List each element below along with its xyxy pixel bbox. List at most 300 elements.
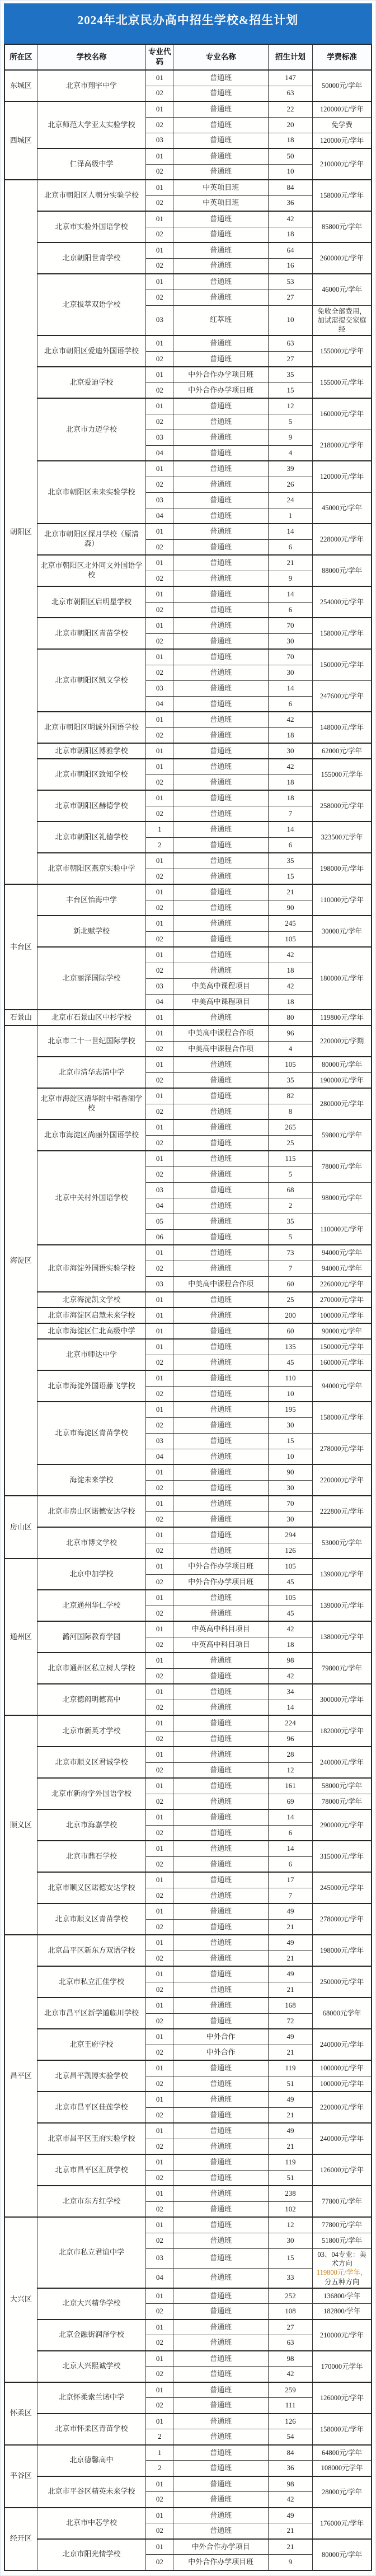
header-program-name: 专业名称	[173, 44, 269, 70]
tuition-fee-cell	[313, 70, 372, 101]
program-code-cell: 02	[146, 633, 173, 649]
program-code-cell: 01	[146, 884, 173, 900]
program-code-cell: 01	[146, 242, 173, 258]
enrollment-plan-cell: 54	[268, 2429, 312, 2445]
enrollment-plan-cell: 6	[268, 539, 312, 555]
program-name-cell: 普通班	[173, 2508, 269, 2523]
program-code-cell: 02	[146, 1355, 173, 1370]
enrollment-plan-cell: 14	[268, 1841, 312, 1856]
tuition-fee-text: 77800元/学年	[321, 2197, 363, 2206]
tuition-fee-cell	[313, 1653, 372, 1684]
enrollment-plan-cell: 49	[268, 2092, 312, 2107]
tuition-fee-text: 46000元/学年	[321, 286, 363, 294]
program-code-cell: 01	[146, 335, 173, 351]
program-name-cell: 普通班	[173, 258, 269, 274]
tuition-fee-text: 250000元/学年	[319, 1978, 364, 1986]
school-name-cell: 北京师范大学亚太实验学校	[37, 101, 146, 148]
tuition-fee-text: 150000元/学年	[319, 1343, 364, 1351]
program-name-cell: 普通班	[173, 1653, 269, 1668]
program-name-cell: 普通班	[173, 1966, 269, 1982]
program-code-cell: 2	[146, 837, 173, 853]
enrollment-plan-cell: 21	[268, 2539, 312, 2555]
program-name-cell: 普通班	[173, 1919, 269, 1935]
tuition-fee-text: 300000元/学年	[319, 1696, 364, 1704]
table-row	[4, 2414, 372, 2429]
school-name-cell: 北京市朝阳区致知学校	[37, 759, 146, 790]
district-cell: 东城区	[4, 70, 37, 101]
program-code-cell: 02	[146, 1511, 173, 1527]
enrollment-plan-cell: 8	[268, 1104, 312, 1119]
school-name-cell: 北京市海淀外国语实验学校	[37, 1245, 146, 1292]
school-name-cell: 丰台区怡海中学	[37, 884, 146, 916]
tuition-fee-text: 30000元/学年	[321, 927, 363, 936]
tuition-fee-text: 240000元/学年	[319, 1758, 364, 1767]
program-code-cell: 02	[146, 1982, 173, 1998]
tuition-fee-text: 155000元/学年	[319, 379, 364, 387]
program-code-cell: 01	[146, 461, 173, 477]
tuition-fee-cell	[313, 1590, 372, 1621]
tuition-fee-cell	[313, 1778, 372, 1794]
program-code-cell: 01	[146, 743, 173, 759]
program-code-cell: 05	[146, 1214, 173, 1229]
tuition-fee-text: 139000元/学年	[319, 1570, 364, 1579]
school-name-cell: 北京拔萃双语学校	[37, 274, 146, 335]
enrollment-plan-cell: 53	[268, 274, 312, 290]
program-code-cell: 02	[146, 774, 173, 790]
school-name-cell: 北京市翔宇中学	[37, 70, 146, 101]
tuition-fee-text: 126000元/学年	[319, 2166, 364, 2174]
enrollment-plan-cell: 84	[268, 180, 312, 195]
table-row	[4, 1778, 372, 1794]
program-name-cell: 中英项目班	[173, 195, 269, 211]
program-name-cell: 普通班	[173, 2492, 269, 2508]
district-cell: 朝阳区	[4, 180, 37, 884]
program-code-cell: 02	[146, 2335, 173, 2351]
program-name-cell: 普通班	[173, 806, 269, 822]
enrollment-plan-cell: 126	[268, 2414, 312, 2429]
enrollment-plan-cell: 98	[268, 2351, 312, 2367]
enrollment-plan-cell: 17	[268, 1872, 312, 1888]
enrollment-plan-cell: 98	[268, 2476, 312, 2492]
tuition-fee-cell	[313, 2382, 372, 2414]
tuition-fee-text: 278000元/学年	[319, 1915, 364, 1924]
program-name-cell: 普通班	[173, 2288, 269, 2304]
header-school-name: 学校名称	[37, 44, 146, 70]
program-code-cell: 01	[146, 1496, 173, 1511]
tuition-fee-text: 220000元/学年	[319, 2103, 364, 2112]
table-row	[4, 1292, 372, 1308]
tuition-fee-cell	[313, 1370, 372, 1402]
enrollment-plan-cell: 49	[268, 1903, 312, 1919]
tuition-fee-text: 138000元/学年	[319, 1633, 364, 1641]
tuition-fee-cell	[313, 1323, 372, 1339]
program-name-cell: 中美高中课程合作项	[173, 1276, 269, 1292]
program-code-cell: 03	[146, 978, 173, 994]
program-code-cell: 02	[146, 1261, 173, 1276]
table-row	[4, 2476, 372, 2492]
table-row	[4, 2092, 372, 2107]
tuition-fee-cell	[313, 743, 372, 759]
enrollment-plan-cell: 27	[268, 2320, 312, 2335]
district-cell: 顺义区	[4, 1715, 37, 1935]
tuition-fee-cell	[313, 2092, 372, 2123]
program-name-cell: 普通班	[173, 571, 269, 586]
enrollment-plan-cell: 111	[268, 2398, 312, 2414]
tuition-fee-cell	[313, 1276, 372, 1292]
enrollment-plan-cell: 6	[268, 696, 312, 712]
school-name-cell: 北京市朝阳区爱迪外国语学校	[37, 335, 146, 367]
enrollment-plan-cell: 10	[268, 1449, 312, 1464]
district-cell: 通州区	[4, 1558, 37, 1715]
table-row	[4, 1308, 372, 1323]
enrollment-plan-cell: 45	[268, 1355, 312, 1370]
school-name-cell: 北京通州华仁学校	[37, 1590, 146, 1621]
tuition-fee-text: 100000元/学年	[319, 2064, 364, 2073]
tuition-fee-text: 280000元/学年	[319, 1100, 364, 1108]
program-name-cell: 普通班	[173, 712, 269, 727]
table-row	[4, 2123, 372, 2139]
school-name-cell: 北京海淀凯文学校	[37, 1292, 146, 1308]
enrollment-plan-cell: 7	[268, 1261, 312, 1276]
program-code-cell: 01	[146, 1025, 173, 1041]
program-name-cell: 中外合作办学项目班	[173, 382, 269, 398]
tuition-fee-cell	[313, 2461, 372, 2476]
tuition-fee-cell	[313, 1496, 372, 1527]
program-name-cell: 普通班	[173, 1809, 269, 1825]
program-code-cell: 01	[146, 1151, 173, 1166]
enrollment-plan-cell: 21	[268, 1919, 312, 1935]
program-code-cell: 03	[146, 492, 173, 508]
school-name-cell: 北京市东方红学校	[37, 2186, 146, 2217]
tuition-fee-cell	[313, 1355, 372, 1370]
enrollment-plan-cell: 49	[268, 2508, 312, 2523]
enrollment-plan-cell: 7	[268, 806, 312, 822]
enrollment-plan-cell: 4	[268, 1041, 312, 1057]
table-row	[4, 367, 372, 382]
program-name-cell: 普通班	[173, 2367, 269, 2382]
enrollment-plan-cell: 39	[268, 461, 312, 477]
program-name-cell: 普通班	[173, 633, 269, 649]
program-name-cell: 普通班	[173, 916, 269, 931]
program-code-cell: 02	[146, 1668, 173, 1684]
program-name-cell: 普通班	[173, 2139, 269, 2154]
enrollment-plan-cell: 10	[268, 1386, 312, 1402]
school-name-cell: 北京市朝阳区青苗学校	[37, 618, 146, 649]
enrollment-plan-cell: 21	[268, 555, 312, 571]
enrollment-plan-cell: 42	[268, 712, 312, 727]
school-name-cell: 北京市朝阳区未来实验学校	[37, 461, 146, 524]
table-row	[4, 1935, 372, 1950]
program-code-cell: 01	[146, 853, 173, 869]
header-tuition-standard: 学费标准	[313, 44, 372, 70]
tuition-fee-text: 180000元/学年	[319, 974, 364, 983]
tuition-fee-cell	[313, 853, 372, 884]
tuition-fee-cell	[313, 1308, 372, 1323]
program-code-cell: 02	[146, 1856, 173, 1872]
school-name-cell: 北京市鼎石学校	[37, 1841, 146, 1872]
program-name-cell: 普通班	[173, 1496, 269, 1511]
tuition-fee-cell	[313, 1119, 372, 1151]
program-name-cell: 普通班	[173, 1762, 269, 1778]
tuition-fee-text: 68000元学年	[322, 2009, 361, 2018]
program-name-cell: 普通班	[173, 2248, 269, 2268]
program-name-cell: 普通班	[173, 430, 269, 445]
program-name-cell: 普通班	[173, 1057, 269, 1072]
enrollment-plan-cell: 15	[268, 1433, 312, 1449]
program-name-cell: 普通班	[173, 1010, 269, 1025]
tuition-fee-text: 108000元学年	[321, 2464, 363, 2472]
tuition-fee-cell	[313, 1747, 372, 1778]
school-name-cell: 北京市顺义区诺德安达学校	[37, 1872, 146, 1903]
enrollment-plan-cell: 18	[268, 133, 312, 148]
program-code-cell: 01	[146, 211, 173, 227]
program-code-cell: 01	[146, 712, 173, 727]
tuition-fee-cell	[313, 1558, 372, 1590]
enrollment-plan-cell: 70	[268, 618, 312, 633]
program-name-cell: 中外合作办学项目班	[173, 1558, 269, 1574]
school-name-cell: 北京市怀柔区青苗学校	[37, 2414, 146, 2445]
program-name-cell: 普通班	[173, 1794, 269, 1809]
tuition-fee-text: 323500元学年	[321, 833, 363, 842]
tuition-fee-text: 50000元/学年	[321, 81, 363, 90]
program-code-cell: 02	[146, 2367, 173, 2382]
tuition-fee-cell	[313, 2508, 372, 2539]
program-code-cell: 01	[146, 2060, 173, 2076]
tuition-fee-cell	[313, 211, 372, 242]
tuition-fee-cell	[313, 1214, 372, 1245]
enrollment-plan-cell: 105	[268, 931, 312, 947]
program-code-cell: 2	[146, 2461, 173, 2476]
program-code-cell: 01	[146, 1778, 173, 1794]
tuition-fee-text: 182800/学年	[323, 2307, 361, 2316]
school-name-cell: 北京大兴熙诚学校	[37, 2351, 146, 2382]
header-row	[4, 44, 372, 70]
tuition-fee-cell	[313, 398, 372, 430]
enrollment-plan-cell: 42	[268, 2367, 312, 2382]
program-name-cell: 普通班	[173, 2092, 269, 2107]
program-name-cell: 普通班	[173, 869, 269, 884]
program-code-cell: 04	[146, 1449, 173, 1464]
program-name-cell: 普通班	[173, 618, 269, 633]
table-row	[4, 1151, 372, 1166]
program-code-cell: 04	[146, 1198, 173, 1214]
tuition-fee-text: 100000元/学年	[319, 1312, 364, 1320]
table-row	[4, 1402, 372, 1417]
tuition-fee-text: 155000元学年	[321, 771, 363, 779]
table-row	[4, 2351, 372, 2367]
program-name-cell: 中外合作	[173, 2045, 269, 2060]
tuition-fee-cell	[313, 1339, 372, 1355]
enrollment-plan-cell: 64	[268, 242, 312, 258]
enrollment-plan-cell: 1	[268, 508, 312, 524]
school-name-cell: 北京市昌平区汇贤学校	[37, 2154, 146, 2186]
table-row	[4, 712, 372, 727]
program-name-cell: 普通班	[173, 290, 269, 305]
tuition-fee-text: 210000元/学年	[319, 160, 364, 168]
program-code-cell: 01	[146, 2508, 173, 2523]
enrollment-plan-cell: 18	[268, 1637, 312, 1653]
program-name-cell: 普通班	[173, 2170, 269, 2186]
tuition-fee-cell	[313, 2076, 372, 2092]
enrollment-plan-cell: 98	[268, 1653, 312, 1668]
school-name-cell: 北京丽泽国际学校	[37, 947, 146, 1010]
program-name-cell: 普通班	[173, 1950, 269, 1966]
enrollment-plan-cell: 21	[268, 2045, 312, 2060]
table-row	[4, 947, 372, 963]
program-code-cell: 01	[146, 367, 173, 382]
tuition-fee-cell	[313, 1809, 372, 1841]
program-name-cell: 中美高中课程合作项	[173, 1025, 269, 1041]
enrollment-plan-cell: 42	[268, 211, 312, 227]
enrollment-plan-cell: 42	[268, 978, 312, 994]
enrollment-plan-cell: 252	[268, 2288, 312, 2304]
tuition-fee-cell	[313, 2029, 372, 2060]
tuition-fee-text: 254000元/学年	[319, 598, 364, 606]
program-code-cell: 01	[146, 1339, 173, 1355]
enrollment-plan-cell: 21	[268, 1950, 312, 1966]
program-name-cell: 普通班	[173, 1998, 269, 2013]
program-name-cell: 普通班	[173, 445, 269, 461]
table-row	[4, 1527, 372, 1543]
tuition-fee-text: 170000元学年	[321, 2362, 363, 2370]
tuition-fee-cell	[313, 1245, 372, 1261]
tuition-fee-text: 58000元/学年	[321, 1782, 363, 1790]
tuition-fee-text: 78000元/学年	[321, 1163, 363, 1171]
tuition-fee-text: 80000元/学年	[321, 1061, 363, 1069]
tuition-fee-text: 119800元/学年，	[316, 2269, 368, 2277]
program-code-cell: 01	[146, 1245, 173, 1261]
program-code-cell: 02	[146, 351, 173, 367]
school-name-cell: 北京市昌平区王府实验学校	[37, 2123, 146, 2154]
tuition-fee-text: 245000元/学年	[319, 1884, 364, 1892]
program-name-cell: 普通班	[173, 2351, 269, 2367]
program-code-cell: 03	[146, 430, 173, 445]
enrollment-plan-cell: 60	[268, 1276, 312, 1292]
tuition-fee-cell	[313, 884, 372, 916]
tuition-fee-text: 94000元/学年	[321, 1264, 363, 1273]
tuition-fee-cell	[313, 2351, 372, 2382]
school-name-cell: 北京市力迈学校	[37, 398, 146, 461]
program-name-cell: 普通班	[173, 2335, 269, 2351]
district-cell: 平谷区	[4, 2445, 37, 2508]
program-code-cell: 03	[146, 680, 173, 696]
program-name-cell: 普通班	[173, 1072, 269, 1088]
enrollment-plan-cell: 9	[268, 571, 312, 586]
school-name-cell: 北京中关村外国语学校	[37, 1151, 146, 1245]
tuition-fee-text: 160000元/学年	[319, 1358, 364, 1366]
enrollment-plan-cell: 105	[268, 1558, 312, 1574]
enrollment-plan-cell: 6	[268, 1825, 312, 1841]
program-name-cell: 普通班	[173, 1872, 269, 1888]
table-row	[4, 1715, 372, 1731]
tuition-fee-cell	[313, 790, 372, 822]
tuition-fee-text: 158000元/学年	[319, 1413, 364, 1422]
program-code-cell: 02	[146, 1574, 173, 1590]
enrollment-plan-cell: 135	[268, 1339, 312, 1355]
tuition-fee-cell	[313, 2320, 372, 2351]
table-row	[4, 2288, 372, 2304]
tuition-fee-cell	[313, 1261, 372, 1276]
program-name-cell: 普通班	[173, 524, 269, 539]
program-name-cell: 普通班	[173, 2060, 269, 2076]
school-name-cell: 北京市顺义区青苗学校	[37, 1903, 146, 1935]
program-code-cell: 03	[146, 1182, 173, 1198]
program-name-cell: 普通班	[173, 2269, 269, 2288]
program-code-cell: 01	[146, 1841, 173, 1856]
program-code-cell: 02	[146, 477, 173, 492]
program-code-cell: 02	[146, 1417, 173, 1433]
table-row	[4, 1621, 372, 1637]
program-code-cell: 01	[146, 555, 173, 571]
enrollment-plan-cell: 30	[268, 2233, 312, 2248]
program-code-cell: 01	[146, 2123, 173, 2139]
school-name-cell: 北京爱迪学校	[37, 367, 146, 398]
enrollment-plan-cell: 259	[268, 2382, 312, 2398]
enrollment-table	[4, 44, 372, 2571]
program-code-cell: 01	[146, 1872, 173, 1888]
program-code-cell: 02	[146, 2170, 173, 2186]
program-name-cell: 普通班	[173, 1684, 269, 1700]
program-name-cell: 普通班	[173, 477, 269, 492]
program-code-cell: 01	[146, 1653, 173, 1668]
program-code-cell: 02	[146, 2398, 173, 2414]
program-code-cell: 02	[146, 2107, 173, 2123]
school-name-cell: 北京市海淀外国语藤飞学校	[37, 1370, 146, 1402]
school-name-cell: 北京市顺义区君诚学校	[37, 1747, 146, 1778]
school-name-cell: 北京市私立汇佳学校	[37, 1966, 146, 1998]
table-row	[4, 853, 372, 869]
program-name-cell: 普通班	[173, 931, 269, 947]
tuition-fee-text: 110000元/学年	[320, 1225, 364, 1233]
tuition-fee-text: 85800元/学年	[321, 222, 363, 231]
enrollment-plan-cell: 21	[268, 2107, 312, 2123]
program-name-cell: 普通班	[173, 1464, 269, 1480]
school-name-cell: 仁泽高级中学	[37, 148, 146, 180]
enrollment-plan-cell: 63	[268, 2335, 312, 2351]
tuition-fee-cell	[313, 586, 372, 618]
program-code-cell: 02	[146, 86, 173, 101]
enrollment-plan-cell: 27	[268, 351, 312, 367]
table-row	[4, 743, 372, 759]
enrollment-plan-cell: 21	[268, 1982, 312, 1998]
enrollment-plan-cell: 30	[268, 1480, 312, 1496]
program-name-cell: 普通班	[173, 837, 269, 853]
program-name-cell: 普通班	[173, 602, 269, 618]
enrollment-plan-cell: 42	[268, 2492, 312, 2508]
enrollment-plan-cell: 14	[268, 1809, 312, 1825]
program-code-cell: 03	[146, 133, 173, 148]
program-code-cell: 02	[146, 258, 173, 274]
program-name-cell: 普通班	[173, 790, 269, 806]
program-code-cell: 01	[146, 2217, 173, 2233]
enrollment-plan-cell: 245	[268, 916, 312, 931]
header-district: 所在区	[4, 44, 37, 70]
enrollment-plan-cell: 30	[268, 1417, 312, 1433]
tuition-fee-cell	[313, 133, 372, 148]
table-row	[4, 148, 372, 164]
program-code-cell: 01	[146, 1308, 173, 1323]
program-code-cell: 01	[146, 649, 173, 665]
program-code-cell: 01	[146, 1464, 173, 1480]
program-code-cell: 02	[146, 2304, 173, 2320]
program-name-cell: 普通班	[173, 2076, 269, 2092]
tuition-fee-text: 258000元/学年	[319, 802, 364, 810]
program-name-cell: 普通班	[173, 335, 269, 351]
tuition-fee-text: 218000元/学年	[319, 441, 364, 449]
tuition-fee-cell	[313, 618, 372, 649]
tuition-fee-text: 222800元/学年	[319, 1508, 364, 1516]
program-code-cell: 04	[146, 994, 173, 1010]
